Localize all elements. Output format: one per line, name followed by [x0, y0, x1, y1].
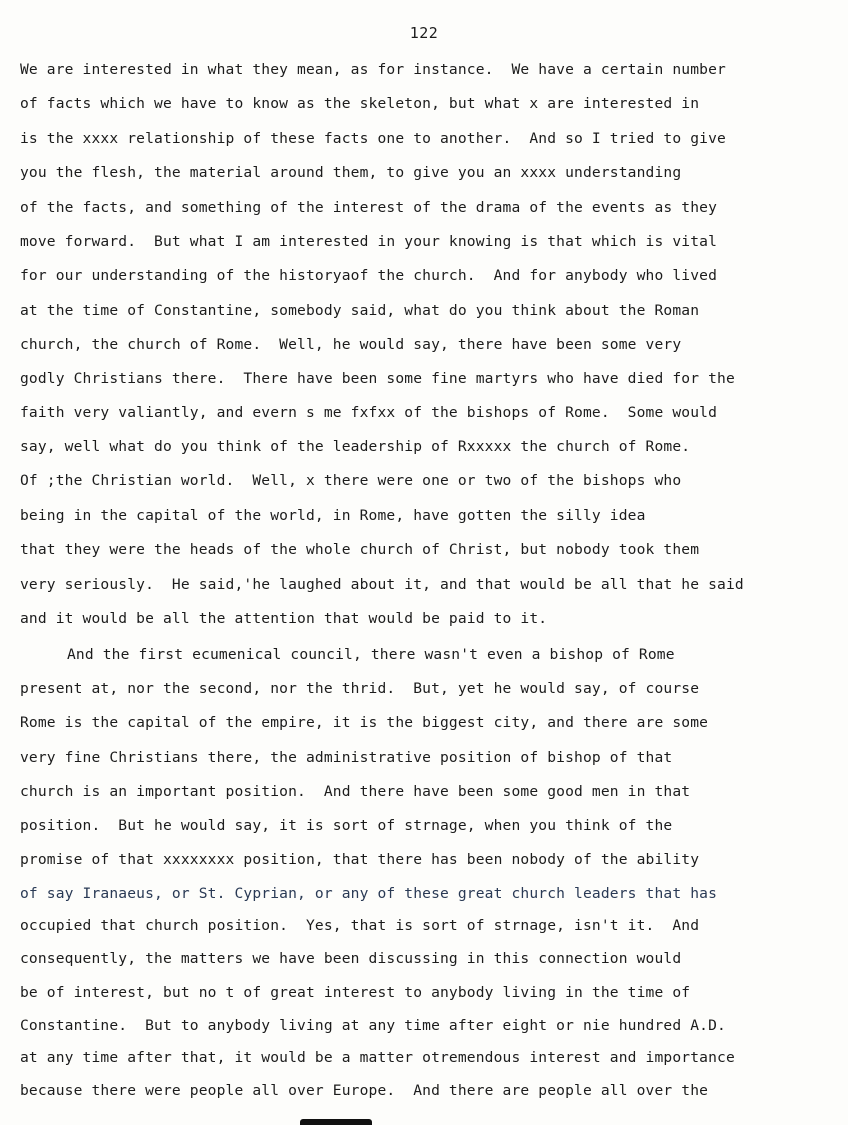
text-line: of facts which we have to know as the skeleton, but what x are interested in	[20, 95, 700, 112]
text-line: be of interest, but no t of great interest to anybody living in the time of	[20, 984, 691, 1001]
text-line: position. But he would say, it is sort of strnage, when you think of the	[20, 817, 673, 834]
page-number: 122	[409, 24, 439, 42]
text-line: of say Iranaeus, or St. Cyprian, or any of these great church leaders that has	[20, 885, 718, 902]
text-line: very seriously. He said,'he laughed about it, and that would be all that he said	[20, 576, 744, 593]
text-line: move forward. But what I am interested in your knowing is that which is vital	[20, 233, 718, 250]
text-line: We are interested in what they mean, as for instance. We have a certain number	[20, 61, 726, 78]
text-line: Constantine. But to anybody living at any time after eight or nie hundred A.D.	[20, 1017, 726, 1034]
text-line: promise of that xxxxxxxx position, that there has been nobody of the ability	[20, 851, 700, 868]
text-line: at any time after that, it would be a matter otremendous interest and importance	[20, 1049, 735, 1066]
text-line: Of ;the Christian world. Well, x there were one or two of the bishops who	[20, 472, 682, 489]
text-line: faith very valiantly, and evern s me fxfxx of the bishops of Rome. Some would	[20, 404, 718, 421]
text-line: being in the capital of the world, in Rome, have gotten the silly idea	[20, 507, 646, 524]
text-line: consequently, the matters we have been discussing in this connection would	[20, 950, 682, 967]
text-line: of the facts, and something of the interest of the drama of the events as they	[20, 199, 718, 216]
paragraph-start-line: And the first ecumenical council, there wasn't even a bishop of Rome	[67, 646, 675, 663]
ink-smudge	[300, 1119, 372, 1125]
text-line: very fine Christians there, the administrative position of bishop of that	[20, 749, 673, 766]
text-line: occupied that church position. Yes, that is sort of strnage, isn't it. And	[20, 917, 700, 934]
text-line: and it would be all the attention that would be paid to it.	[20, 610, 548, 627]
text-line: for our understanding of the historyaof the church. And for anybody who lived	[20, 267, 718, 284]
text-line: say, well what do you think of the leadership of Rxxxxx the church of Rome.	[20, 438, 691, 455]
text-line: at the time of Constantine, somebody said, what do you think about the Roman	[20, 302, 700, 319]
text-line: godly Christians there. There have been some fine martyrs who have died for the	[20, 370, 735, 387]
text-line: present at, nor the second, nor the thrid. But, yet he would say, of course	[20, 680, 700, 697]
text-line: church, the church of Rome. Well, he would say, there have been some very	[20, 336, 682, 353]
text-line: you the flesh, the material around them, to give you an xxxx understanding	[20, 164, 682, 181]
text-line: church is an important position. And there have been some good men in that	[20, 783, 691, 800]
text-line: that they were the heads of the whole church of Christ, but nobody took them	[20, 541, 700, 558]
text-line: is the xxxx relationship of these facts one to another. And so I tried to give	[20, 130, 726, 147]
text-line: Rome is the capital of the empire, it is the biggest city, and there are some	[20, 714, 709, 731]
text-line: because there were people all over Europe. And there are people all over the	[20, 1082, 709, 1099]
